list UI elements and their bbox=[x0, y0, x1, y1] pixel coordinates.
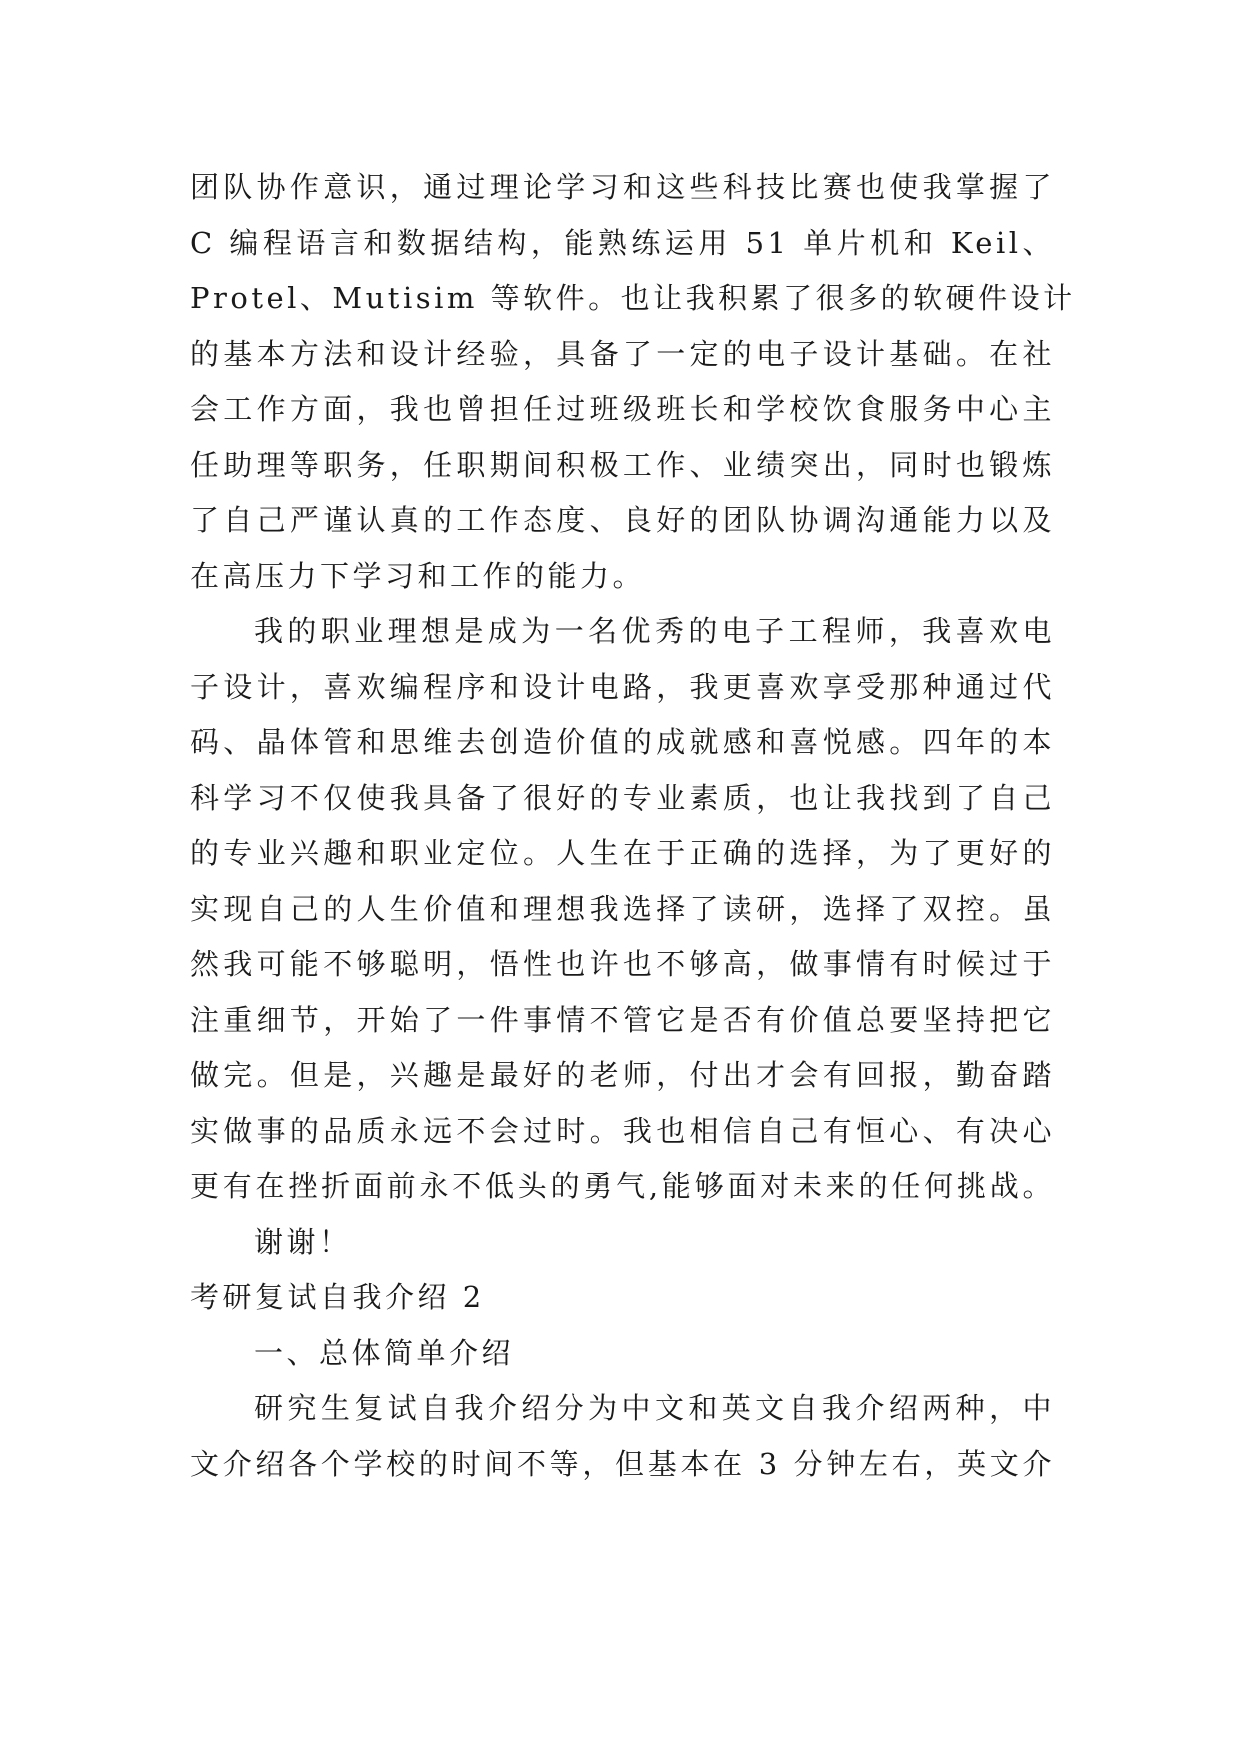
text-line: 团队协作意识，通过理论学习和这些科技比赛也使我掌握了 bbox=[190, 170, 1055, 204]
text-line: 做完。但是，兴趣是最好的老师，付出才会有回报，勤奋踏 bbox=[190, 1058, 1055, 1092]
text-line: 子设计，喜欢编程序和设计电路，我更喜欢享受那种通过代 bbox=[190, 669, 1055, 704]
text-line: 的专业兴趣和职业定位。人生在于正确的选择，为了更好的 bbox=[190, 836, 1055, 870]
text-line: 了自己严谨认真的工作态度、良好的团队协调沟通能力以及 bbox=[190, 503, 1055, 537]
paragraph-3 bbox=[190, 1381, 1055, 1492]
text-line: 注重细节，开始了一件事情不管它是否有价值总要坚持把它 bbox=[190, 1002, 1055, 1037]
text-line: 我的职业理想是成为一名优秀的电子工程师，我喜欢电 bbox=[254, 614, 1055, 648]
text-line: 任助理等职务，任职期间积极工作、业绩突出，同时也锻炼 bbox=[190, 447, 1055, 482]
text-line: 然我可能不够聪明，悟性也许也不够高，做事情有时候过于 bbox=[190, 947, 1055, 981]
text-line: 会工作方面，我也曾担任过班级班长和学校饮食服务中心主 bbox=[190, 392, 1055, 426]
text-line: 码、晶体管和思维去创造价值的成就感和喜悦感。四年的本 bbox=[190, 725, 1055, 759]
text-line: Protel、Mutisim 等软件。也让我积累了很多的软硬件设计 bbox=[190, 281, 1076, 315]
document-page bbox=[190, 160, 1076, 1492]
text-line: 的基本方法和设计经验，具备了一定的电子设计基础。在社 bbox=[190, 336, 1055, 371]
paragraph-1 bbox=[190, 160, 1076, 604]
text-line: 在高压力下学习和工作的能力。 bbox=[190, 558, 646, 593]
text-line: 实现自己的人生价值和理想我选择了读研，选择了双控。虽 bbox=[190, 891, 1055, 926]
text-line: 实做事的品质永远不会过时。我也相信自己有恒心、有决心 bbox=[190, 1113, 1055, 1148]
subheading: 一、总体简单介绍 bbox=[254, 1335, 515, 1370]
section-title: 考研复试自我介绍 2 bbox=[190, 1280, 485, 1314]
text-line: 文介绍各个学校的时间不等，但基本在 3 分钟左右，英文介 bbox=[190, 1446, 1055, 1481]
text-line: 更有在挫折面前永不低头的勇气,能够面对未来的任何挑战。 bbox=[190, 1169, 1055, 1203]
text-line: C 编程语言和数据结构，能熟练运用 51 单片机和 Keil、 bbox=[190, 225, 1055, 260]
text-line: 科学习不仅使我具备了很好的专业素质，也让我找到了自己 bbox=[190, 780, 1055, 815]
text-line: 研究生复试自我介绍分为中文和英文自我介绍两种，中 bbox=[254, 1391, 1055, 1425]
thanks-line: 谢谢！ bbox=[254, 1224, 352, 1259]
paragraph-2 bbox=[190, 604, 1055, 1215]
